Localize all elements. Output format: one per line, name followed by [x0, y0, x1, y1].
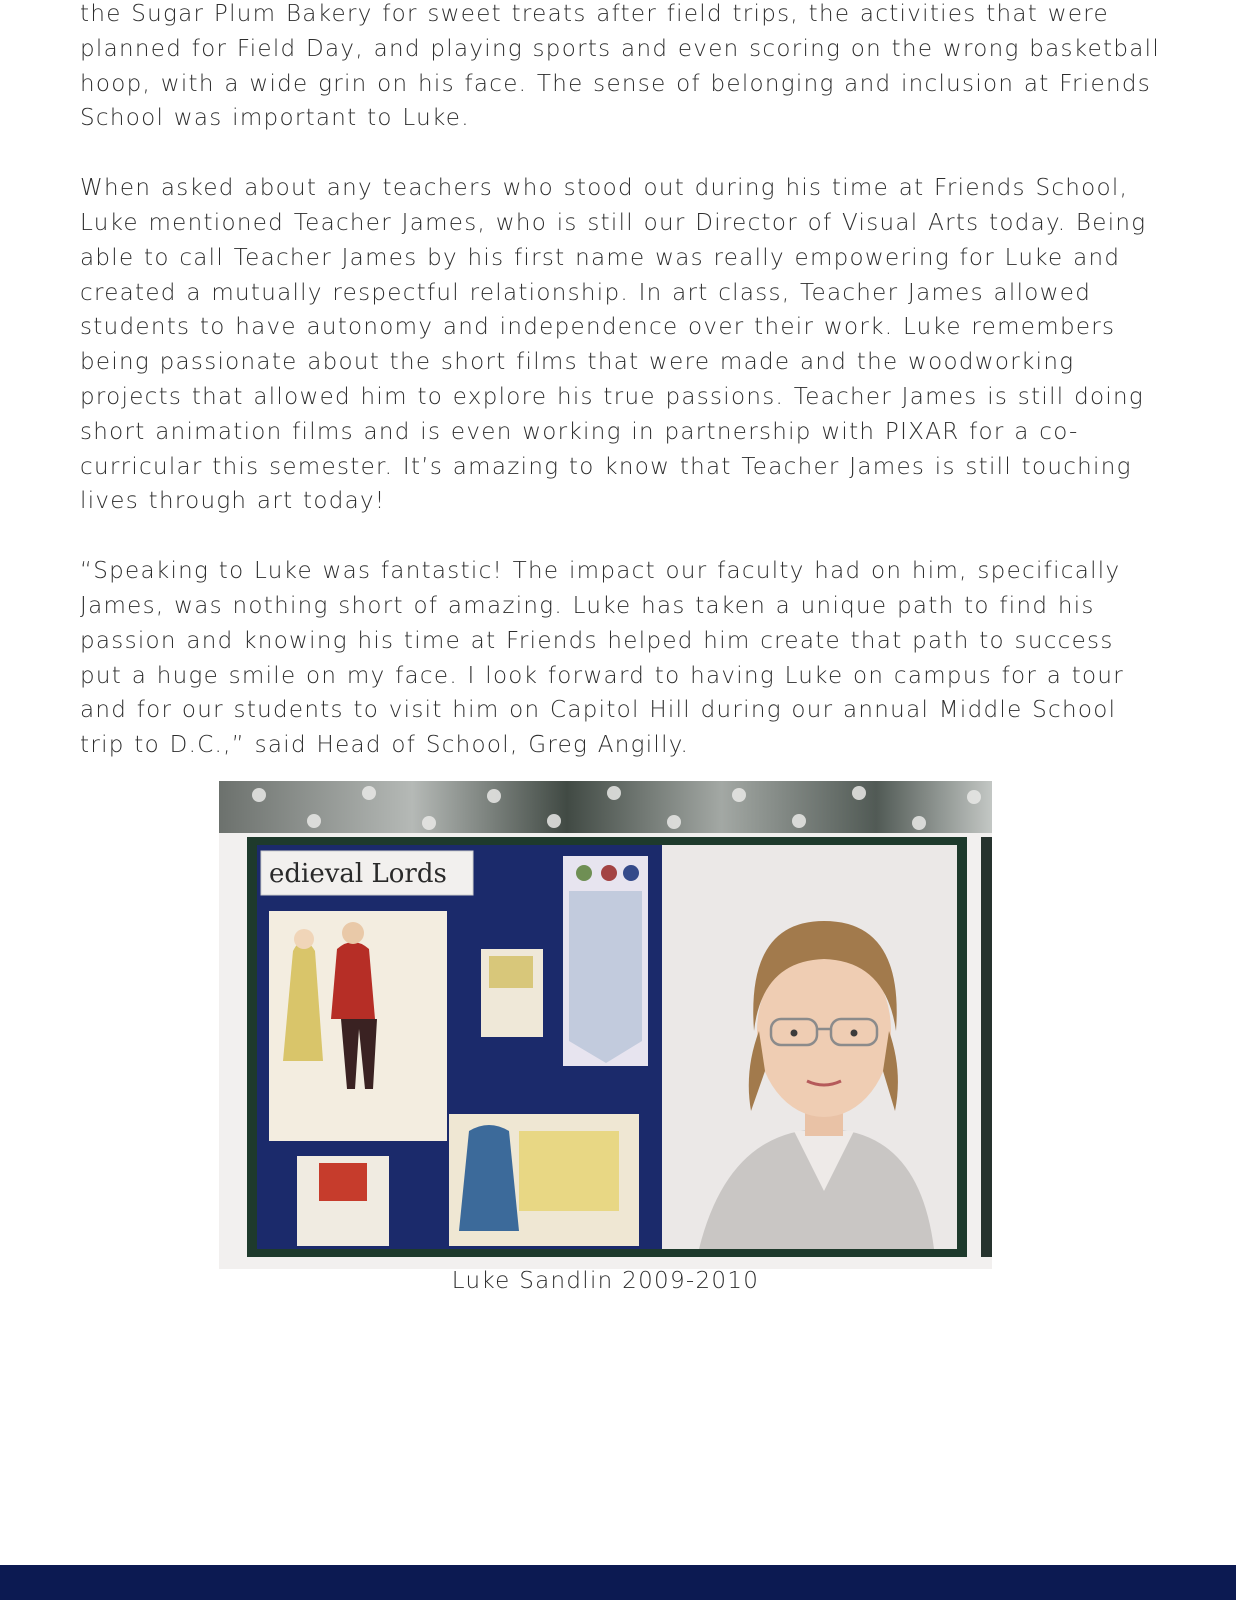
board-sign-text: edieval Lords [269, 859, 447, 889]
footer-bar [0, 1565, 1236, 1600]
article-paragraph: When asked about any teachers who stood out during his time at Friends School, Luke mentioned Teacher James, who is still our Director of Visual Arts today. Being able to call Teacher James by his first name was really empowering for Luke and created a mutually respectful relationship. In art class, Teacher James allowed students to have autonomy and independence over their work. Luke remembers being passionate about the short films that were made and the woodworking projects that allowed him to explore his true passions. Teacher James is still doing short animation films and is even working in partnership with PIXAR for a co-curricular this semester. It’s amazing to know that Teacher James is still touching lives through art today! [80, 175, 1147, 515]
photo-caption: Luke Sandlin 2009-2010 [451, 1268, 760, 1294]
article-body [80, 0, 1165, 798]
article-paragraph: “Speaking to Luke was fantastic! The impact our faculty had on him, specifically James, was nothing short of amazing. Luke has taken a unique path to find his passion and knowing his time at Friends helped him create that path to success put a huge smile on my face. I look forward to having Luke on campus for a tour and for our students to visit him on Capitol Hill during our annual Middle School trip to D.C.,” said Head of School, Greg Angilly. [80, 558, 1125, 759]
puzzle-border [219, 781, 992, 839]
article-paragraph: the Sugar Plum Bakery for sweet treats after field trips, the activities that were planned for Field Day, and playing sports and even scoring on the wrong basketball hoop, with a wide grin on his face. The sense of belonging and inclusion at Friends School was important to Luke. [80, 1, 1161, 132]
student-photo [219, 781, 992, 1269]
